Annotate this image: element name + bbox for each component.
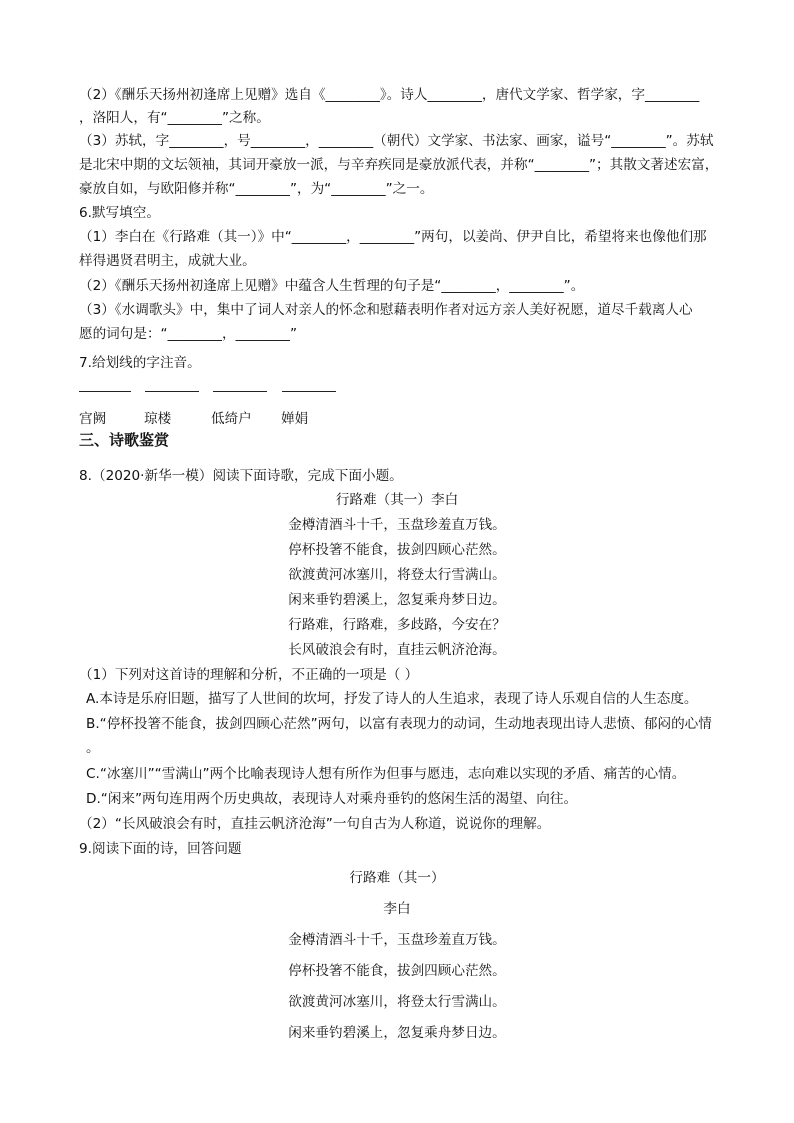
q9-poem-line: 闲来垂钓碧溪上，忽复乘舟梦日边。 [288, 1025, 506, 1041]
q8-poem-line: 长风破浪会有时，直挂云帆济沧海。 [288, 642, 506, 658]
q8-poem-line: 金樽清酒斗十千，玉盘珍羞直万钱。 [288, 517, 506, 533]
q6-3-line-1: （3）《水调歌头》中，集中了词人对亲人的怀念和慰藉表明作者对远方亲人美好祝愿，道尽千载离人心 [79, 302, 693, 318]
q5-2-line-2: ，洛阳人，有“________”之称。 [79, 110, 270, 126]
pinyin-blank[interactable] [145, 391, 199, 392]
q5-3-line-2: 是北宋中期的文坛领袖，其词开豪放一派，与辛弃疾同是豪放派代表，并称“________”；其散文著述宏富， [79, 157, 719, 173]
q8-poem-line: 欲渡黄河冰塞川，将登太行雪满山。 [288, 567, 506, 583]
pinyin-blank[interactable] [213, 391, 267, 392]
pinyin-word: 低绮户 [211, 411, 252, 427]
q8-option-c[interactable]: C.“冰塞川”“雪满山”两个比喻表现诗人想有所作为但事与愿违，志向难以实现的矛盾、痛苦的心情。 [86, 766, 686, 782]
q6-2-line: （2）《酬乐天扬州初逢席上见赠》中蕴含人生哲理的句子是“________，________”。 [79, 278, 585, 294]
q9-poem-line: 金樽清酒斗十千，玉盘珍羞直万钱。 [288, 932, 506, 948]
pinyin-blank[interactable] [79, 391, 131, 392]
pinyin-word: 琼楼 [144, 411, 172, 427]
q8-sub2: （2）“长风破浪会有时，直挂云帆济沧海”一句自古为人称道，说说你的理解。 [79, 816, 551, 832]
q8-poem-line: 停杯投箸不能食，拔剑四顾心茫然。 [288, 542, 506, 558]
pinyin-word: 婵娟 [281, 411, 309, 427]
q5-3-line-3: 豪放自如，与欧阳修并称“________”，为“________”之一。 [79, 181, 434, 197]
q8-poem-line: 行路难，行路难，多歧路，今安在？ [288, 617, 506, 633]
q8-option-a[interactable]: A.本诗是乐府旧题，描写了人世间的坎坷，抒发了诗人的人生追求，表现了诗人乐观自信的人生态度。 [86, 691, 698, 707]
q6-3-line-2: 愿的词句是：“________，________” [79, 326, 297, 342]
q8-poem-line: 闲来垂钓碧溪上，忽复乘舟梦日边。 [288, 592, 506, 608]
q9-intro: 9.阅读下面的诗，回答问题 [79, 841, 242, 857]
q5-3-line-1: （3）苏轼，字________，号________，________（朝代）文学家、书法家、画家，谥号“________”。苏轼 [79, 133, 714, 149]
q7-heading: 7.给划线的字注音。 [79, 355, 201, 371]
q8-poem-title: 行路难（其一）李白 [335, 492, 459, 508]
q9-poem-title: 行路难（其一） [349, 870, 445, 886]
q8-sub1: （1）下列对这首诗的理解和分析，不正确的一项是（ ） [79, 667, 419, 683]
section-heading: 三、诗歌鉴赏 [79, 431, 170, 449]
q8-intro: 8.（2020·新华一模）阅读下面诗歌，完成下面小题。 [79, 468, 403, 484]
pinyin-word: 宫阙 [79, 411, 107, 427]
pinyin-blank[interactable] [282, 391, 336, 392]
q6-1-line-2: 样得遇贤君明主，成就大业。 [79, 253, 256, 269]
q8-option-b-cont: 。 [86, 740, 100, 756]
q6-heading: 6.默写填空。 [79, 205, 160, 221]
q9-poem-line: 停杯投箸不能食，拔剑四顾心茫然。 [288, 963, 506, 979]
pinyin-words [79, 407, 479, 427]
q5-2-line-1: （2）《酬乐天扬州初逢席上见赠》选自《________》。诗人________，唐代文学家、哲学家，字________ [79, 87, 700, 103]
q9-poem-line: 欲渡黄河冰塞川，将登太行雪满山。 [288, 994, 506, 1010]
q9-poem-author: 李白 [383, 901, 411, 917]
q6-1-line-1: （1）李白在《行路难（其一）》中“________，________”两句，以姜尚、伊尹自比，希望将来也像他们那 [79, 229, 707, 245]
q8-option-d[interactable]: D.“闲来”两句连用两个历史典故，表现诗人对乘舟垂钓的悠闲生活的渴望、向往。 [86, 791, 578, 807]
q8-option-b[interactable]: B.“停杯投箸不能食，拔剑四顾心茫然”两句，以富有表现力的动词，生动地表现出诗人悲愤、郁闷的心情 [86, 716, 712, 732]
